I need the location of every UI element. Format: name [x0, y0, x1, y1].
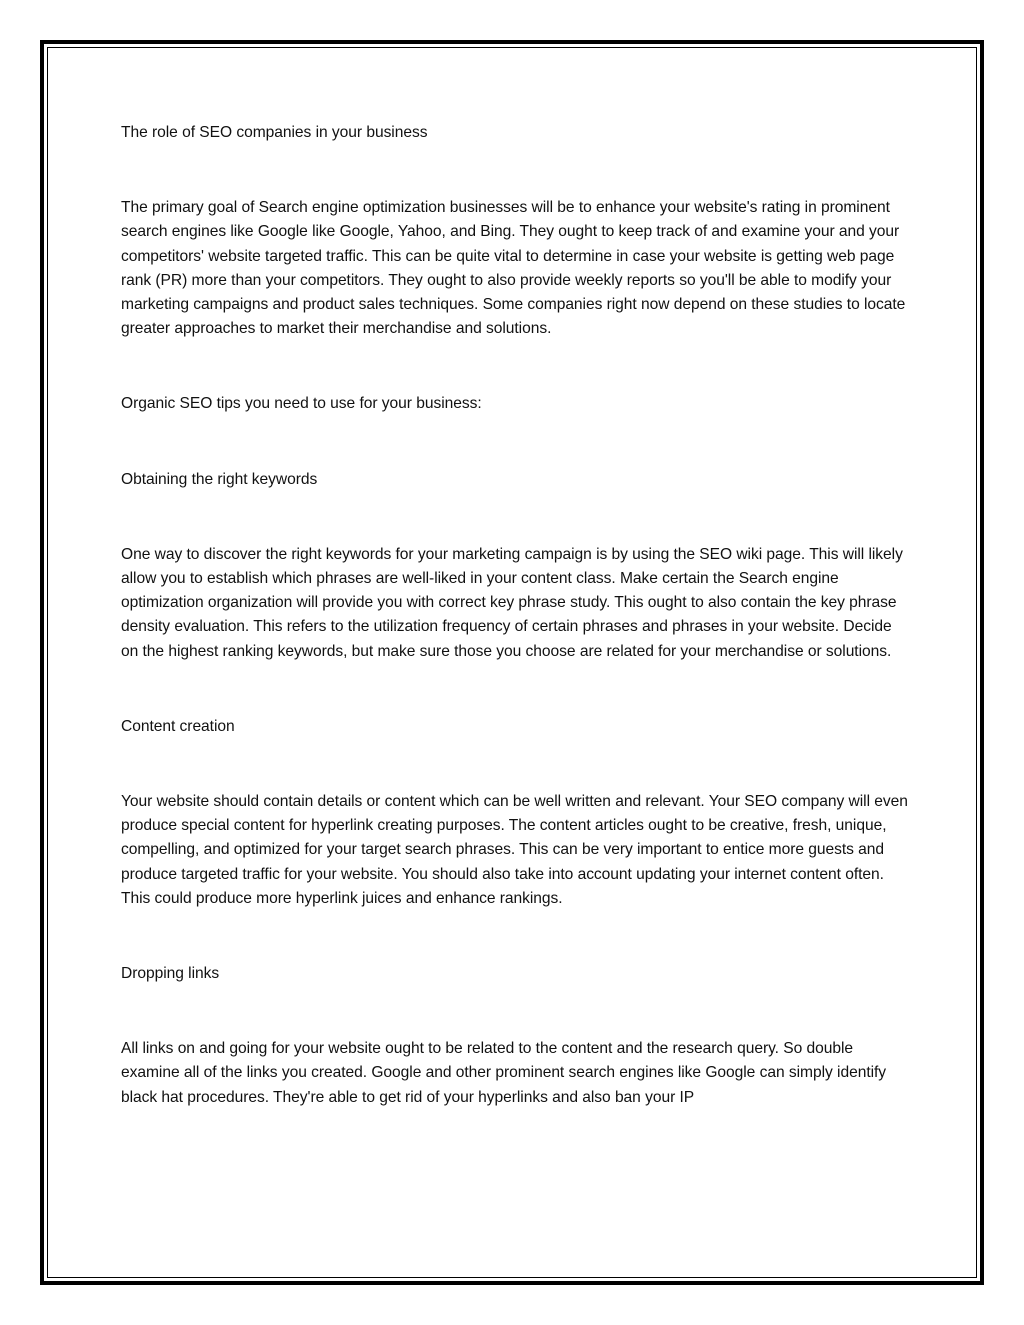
paragraph-content-creation: Your website should contain details or content which can be well written and relevant. Your SEO company will even produce special content for hyperlink creating purposes. The content articles ought to be creative, fresh, unique, compelling, and optimized for your target search phrases. This can be very important to entice more guests and produce targeted traffic for your website. You should also take into account updating your internet content often. This could produce more hyperlink juices and enhance rankings. — [121, 793, 908, 907]
paragraph-dropping-links: All links on and going for your website ought to be related to the content and the research query. So double examine all of the links you created. Google and other prominent search engines like Google can simply identify black hat procedures. They're able to get rid of your hyperlinks and also ban your IP — [121, 1040, 887, 1106]
heading-organic-seo-tips: Organic SEO tips you need to use for your business: — [121, 395, 482, 413]
paragraph-keywords: One way to discover the right keywords for your marketing campaign is by using the SEO wiki page. This will likely allow you to establish which phrases are well-liked in your content class. Make certain the Search engine optimization organization will provide you with correct key phrase study. This ought to also contain the key phrase density evaluation. This refers to the utilization frequency of certain phrases and phrases in your website. Decide on the highest ranking keywords, but make sure those you choose are related for your merchandise or solutions. — [121, 545, 903, 660]
heading-content-creation: Content creation — [121, 717, 235, 735]
document-content — [121, 121, 911, 1110]
paragraph-primary-goal: The primary goal of Search engine optimization businesses will be to enhance your website's rating in prominent search engines like Google like Google, Yahoo, and Bing. They ought to keep track of and examine your and your competitors' website targeted traffic. This can be quite vital to determine in case your website is getting web page rank (PR) more than your competitors. They ought to also provide weekly reports so you'll be able to modify your marketing campaigns and product sales techniques. Some companies right now depend on these studies to locate greater approaches to market their merchandise and solutions. — [121, 199, 906, 338]
heading-right-keywords: Obtaining the right keywords — [121, 470, 318, 488]
heading-seo-role: The role of SEO companies in your business — [121, 124, 428, 141]
heading-dropping-links: Dropping links — [121, 965, 220, 983]
